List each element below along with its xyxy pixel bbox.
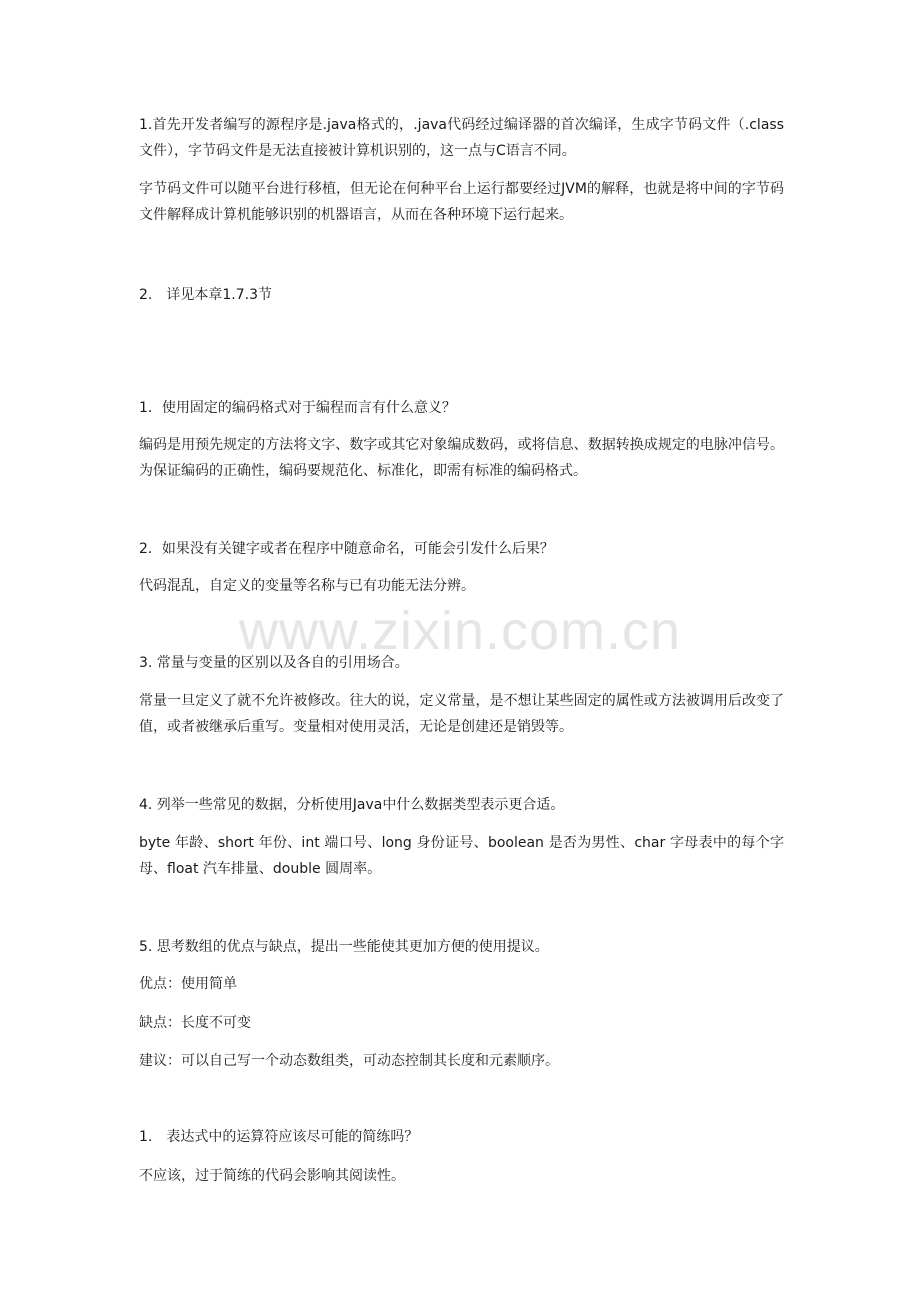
paragraph-p5: 编码是用预先规定的方法将文字、数字或其它对象编成数码，或将信息、数据转换成规定的电脉冲信号。为保证编码的正确性，编码要规范化、标准化，即需有标准的编码格式。 [139, 437, 784, 479]
paragraph-p6: 2．如果没有关键字或者在程序中随意命名，可能会引发什么后果？ [139, 541, 554, 557]
paragraph-p3: 2. 详见本章1.7.3节 [139, 287, 272, 303]
paragraph-p11: byte 年龄、short 年份、int 端口号、long 身份证号、boolean 是否为男性、char 字母表中的每个字母、float 汽车排量、double 圆周率。 [139, 835, 784, 877]
watermark: www.zixin.com.cn [238, 601, 682, 661]
paragraph-p1: 1.首先开发者编写的源程序是.java格式的，.java代码经过编译器的首次编译，生成字节码文件（.class文件），字节码文件是无法直接被计算机识别的，这一点与C语言不同。 [139, 117, 784, 159]
paragraph-p16: 1. 表达式中的运算符应该尽可能的简练吗？ [139, 1129, 419, 1145]
paragraph-p2: 字节码文件可以随平台进行移植，但无论在何种平台上运行都要经过JVM的解释，也就是将中间的字节码文件解释成计算机能够识别的机器语言，从而在各种环境下运行起来。 [139, 181, 784, 223]
paragraph-p14: 缺点：长度不可变 [139, 1015, 251, 1031]
paragraph-p7: 代码混乱，自定义的变量等名称与已有功能无法分辨。 [139, 578, 475, 594]
paragraph-p9: 常量一旦定义了就不允许被修改。往大的说，定义常量，是不想让某些固定的属性或方法被调用后改变了值，或者被继承后重写。变量相对使用灵活，无论是创建还是销毁等。 [139, 693, 784, 735]
paragraph-p17: 不应该，过于简练的代码会影响其阅读性。 [139, 1168, 405, 1184]
paragraph-p12: 5. 思考数组的优点与缺点，提出一些能使其更加方便的使用提议。 [139, 939, 549, 955]
paragraph-p15: 建议：可以自己写一个动态数组类，可动态控制其长度和元素顺序。 [139, 1053, 559, 1069]
paragraph-p13: 优点：使用简单 [139, 976, 237, 992]
paragraph-p4: 1．使用固定的编码格式对于编程而言有什么意义？ [139, 400, 456, 416]
paragraph-p10: 4. 列举一些常见的数据，分析使用Java中什么数据类型表示更合适。 [139, 797, 565, 813]
paragraph-p8: 3. 常量与变量的区别以及各自的引用场合。 [139, 655, 409, 671]
